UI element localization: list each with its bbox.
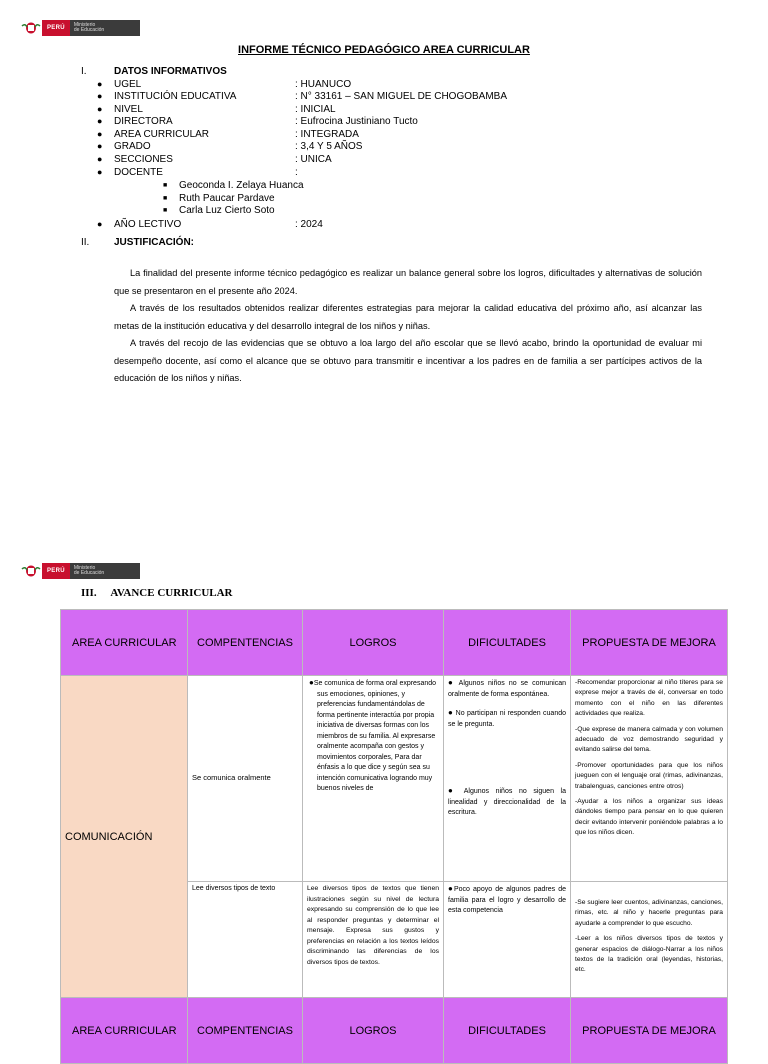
field-label: GRADO bbox=[114, 141, 151, 152]
bullet-icon: ● bbox=[97, 154, 103, 164]
docente-name: Geoconda I. Zelaya Huanca bbox=[179, 180, 304, 191]
column-header: COMPENTENCIAS bbox=[188, 998, 303, 1064]
section1-numeral: I. bbox=[81, 66, 87, 77]
docente-name: Ruth Paucar Pardave bbox=[179, 193, 275, 204]
column-header: COMPENTENCIAS bbox=[188, 610, 303, 676]
bullet-icon: ● bbox=[97, 129, 103, 139]
field-value: : 3,4 Y 5 AÑOS bbox=[295, 141, 363, 152]
propuesta-cell bbox=[571, 882, 728, 998]
field-label: NIVEL bbox=[114, 104, 143, 115]
ministry-label: Ministerio de Educación bbox=[70, 20, 140, 36]
bullet-icon: ● bbox=[97, 167, 103, 177]
field-label: UGEL bbox=[114, 79, 142, 90]
competencia-cell bbox=[188, 676, 303, 882]
minedu-logo bbox=[20, 20, 140, 36]
competencia-cell bbox=[188, 882, 303, 998]
paragraph: A través de los resultados obtenidos realizar diferentes estrategias para mejorar la calidad educativa del próximo año, así alcanzar las metas de la institución educativa y del desarrollo integral de los niños y niñas. bbox=[114, 303, 702, 331]
column-header: PROPUESTA DE MEJORA bbox=[571, 998, 728, 1064]
docente-name: Carla Luz Cierto Soto bbox=[179, 205, 275, 216]
field-label: SECCIONES bbox=[114, 154, 173, 165]
logros-text: Lee diversos tipos de textos que tienen ilustraciones según su nivel de lectura expresando su comprensión de lo que lee al responder preguntas y determinar el mensaje. Expresa sus gustos y preferencias en relación a los textos leídos discriminando las diferencias de los diversos tipos de textos. bbox=[307, 885, 439, 966]
field-value: : INICIAL bbox=[295, 104, 336, 115]
column-header: LOGROS bbox=[303, 998, 444, 1064]
field-label: INSTITUCIÓN EDUCATIVA bbox=[114, 91, 237, 102]
dificultades-cell bbox=[444, 882, 571, 998]
propuesta-item: -Ayudar a los niños a organizar sus ideas dándoles tiempo para pensar en lo que quieren decir evitando intervenir poniéndole palabras a lo que los niños dicen. bbox=[575, 798, 723, 837]
column-header: DIFICULTADES bbox=[444, 998, 571, 1064]
section2-heading: JUSTIFICACIÓN: bbox=[114, 237, 194, 248]
ministry-label: Ministerio de Educación bbox=[70, 563, 140, 579]
field-label: DIRECTORA bbox=[114, 116, 173, 127]
table-header-row bbox=[61, 610, 728, 676]
bullet-icon: ● bbox=[309, 678, 314, 687]
square-bullet-icon: ■ bbox=[163, 182, 168, 189]
competencia-text: Se comunica oralmente bbox=[192, 773, 271, 783]
logros-cell bbox=[303, 882, 444, 998]
section2-numeral: II. bbox=[81, 237, 90, 248]
table-row bbox=[61, 676, 728, 882]
column-header: DIFICULTADES bbox=[444, 610, 571, 676]
column-header: PROPUESTA DE MEJORA bbox=[571, 610, 728, 676]
ano-lectivo-label: AÑO LECTIVO bbox=[114, 219, 182, 230]
logros-cell bbox=[303, 676, 444, 882]
field-value: : Eufrocina Justiniano Tucto bbox=[295, 116, 418, 127]
list-item: Poco apoyo de algunos padres de familia para el logro y desarrollo de esta competencia bbox=[448, 886, 566, 914]
peru-label: PERÚ bbox=[42, 563, 70, 579]
peru-label: PERÚ bbox=[42, 20, 70, 36]
field-value: : UNICA bbox=[295, 154, 332, 165]
logros-text: Se comunica de forma oral expresando sus emociones, opiniones, y preferencias fundamentándolas de forma pertinente interactúa por propia iniciativa de diversas formas con los miembros de su familia. Al expresarse oralmente acompaña con gestos y movimientos corporales, Para dar énfasis a lo que dice y según sea su intención comunicativa logrando muy buenos niveles de bbox=[313, 680, 437, 792]
propuesta-item: -Leer a los niños diversos tipos de textos y generar espacios de diálogo-Narrar a los niños textos de la tradición oral (leyendas, historias, etc. bbox=[575, 935, 723, 974]
propuesta-cell bbox=[571, 676, 728, 882]
bullet-icon: ● bbox=[97, 116, 103, 126]
section3-heading: III. AVANCE CURRICULAR bbox=[81, 587, 233, 599]
bullet-icon: ● bbox=[448, 884, 454, 893]
field-label: DOCENTE bbox=[114, 167, 163, 178]
bullet-icon: ● bbox=[97, 91, 103, 101]
propuesta-item: -Promover oportunidades para que los niños jueguen con el lenguaje oral (rimas, adivinanzas, trabalenguas, canciones entre otros) bbox=[575, 761, 723, 790]
square-bullet-icon: ■ bbox=[163, 207, 168, 214]
bullet-icon: ● bbox=[448, 708, 454, 717]
bullet-icon: ● bbox=[448, 786, 458, 795]
bullet-icon: ● bbox=[97, 219, 103, 229]
square-bullet-icon: ■ bbox=[163, 195, 168, 202]
field-value: : N° 33161 – SAN MIGUEL DE CHOGOBAMBA bbox=[295, 91, 508, 102]
column-header: AREA CURRICULAR bbox=[61, 610, 188, 676]
table-header-row bbox=[61, 998, 728, 1064]
column-header: LOGROS bbox=[303, 610, 444, 676]
list-item: ● No participan ni responden cuando se le pregunta. bbox=[448, 708, 566, 728]
paragraph: La finalidad del presente informe técnico pedagógico es realizar un balance general sobre los logros, dificultades y alternativas de solución que se presentaron en el presente año 2024. bbox=[114, 268, 702, 296]
field-value: : HUANUCO bbox=[295, 79, 352, 90]
section1-heading: DATOS INFORMATIVOS bbox=[114, 66, 227, 77]
avance-curricular-table bbox=[60, 609, 728, 1064]
peru-coat-of-arms-icon bbox=[20, 563, 42, 579]
propuesta-item: -Recomendar proporcionar al niño títeres para se exprese mejor a través de él, conversar en todo momento con el niño en las diferentes actividades que realiza. bbox=[575, 679, 723, 718]
minedu-logo bbox=[20, 563, 140, 579]
document-title: INFORME TÉCNICO PEDAGÓGICO AREA CURRICULAR bbox=[238, 44, 530, 56]
propuesta-item: -Se sugiere leer cuentos, adivinanzas, canciones, rimas, etc. al niño y hacerle preguntas para ayudarle a comprender lo que escucho. bbox=[575, 899, 723, 927]
bullet-icon: ● bbox=[97, 141, 103, 151]
bullet-icon: ● bbox=[97, 79, 103, 89]
peru-coat-of-arms-icon bbox=[20, 20, 42, 36]
ano-lectivo-value: : 2024 bbox=[295, 219, 323, 230]
list-item: ● Algunos niños no se comunican oralmente de forma espontánea. bbox=[448, 678, 566, 698]
field-value: : bbox=[295, 167, 298, 178]
list-item: ● Algunos niños no siguen la linealidad y direccionalidad de la escritura. bbox=[448, 786, 567, 816]
field-label: AREA CURRICULAR bbox=[114, 129, 210, 140]
column-header: AREA CURRICULAR bbox=[61, 998, 188, 1064]
bullet-icon: ● bbox=[448, 678, 455, 687]
competencia-text: Lee diversos tipos de texto bbox=[192, 885, 276, 892]
justificacion-text bbox=[114, 265, 702, 388]
propuesta-item: -Que exprese de manera calmada y con volumen adecuado de voz demostrando seguridad y evitando salirse del tema. bbox=[575, 725, 723, 754]
field-value: : INTEGRADA bbox=[295, 129, 359, 140]
paragraph: A través del recojo de las evidencias que se obtuvo a loa largo del año escolar que se llevó acabo, brindo la oportunidad de evaluar mi desempeño docente, así como el alcance que se obtuvo para transmitir e incentivar a los padres en de familia a ser partícipes activos de la educación de los niños y niñas. bbox=[114, 338, 702, 383]
bullet-icon: ● bbox=[97, 104, 103, 114]
area-cell: COMUNICACIÓN bbox=[61, 676, 188, 998]
dificultades-cell bbox=[444, 676, 571, 882]
